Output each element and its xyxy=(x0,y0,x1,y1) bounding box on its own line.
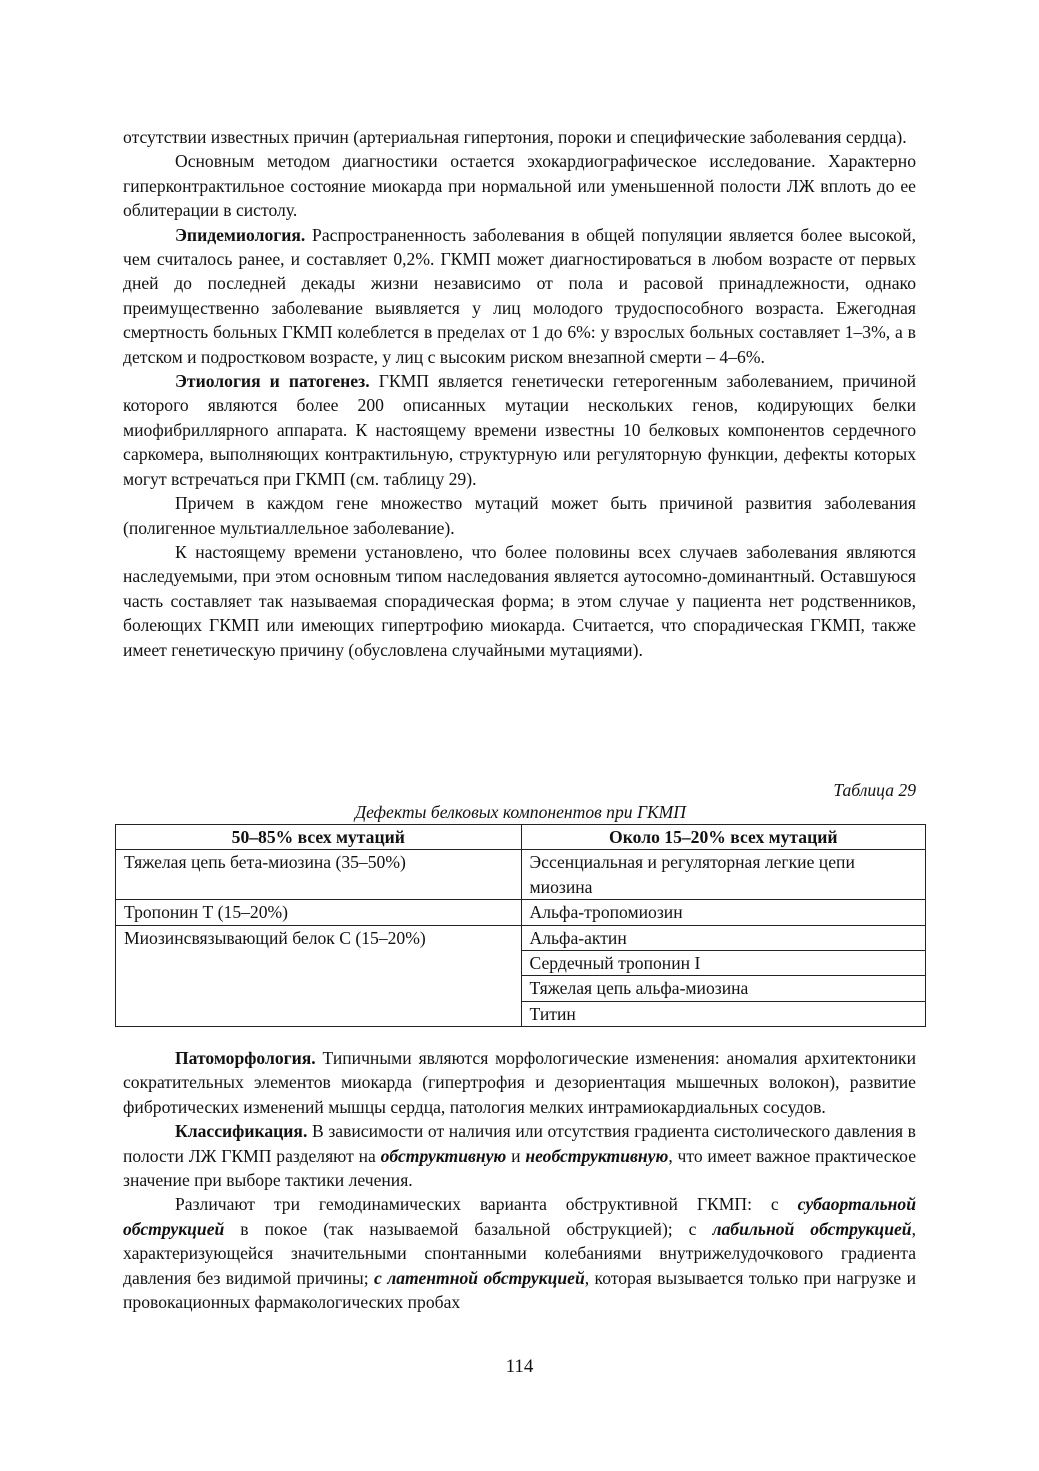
term-subaortic: субаортальной обструкцией xyxy=(123,1194,916,1239)
table-cell-right: Сердечный тропонин I xyxy=(521,951,925,976)
table-row xyxy=(116,850,926,900)
table-cell-left: Тропонин Т (15–20%) xyxy=(116,900,522,925)
variants-text: , характеризующейся значительными спонтанными колебаниями внутрижелудочкового градиента давления без видимой причины; xyxy=(123,1218,916,1288)
variants-text: Различают три гемодинамических варианта обструктивной ГКМП: с xyxy=(175,1194,798,1215)
classification-text: В зависимости от наличия или отсутствия градиента систолического давления в полости ЛЖ ГКМП разделяют на xyxy=(123,1121,916,1166)
table-cell-right: Альфа-актин xyxy=(521,925,925,950)
table-header-col2: Около 15–20% всех мутаций xyxy=(521,825,925,850)
term-obstructive: обструктивную xyxy=(380,1145,507,1166)
variants-text: в покое (так называемой базальной обструкцией); с xyxy=(224,1218,713,1239)
heading-epidemiology: Эпидемиология. xyxy=(175,224,306,245)
heading-etiology: Этиология и патогенез. xyxy=(175,371,370,392)
defects-table xyxy=(115,824,926,1027)
table-cell-right: Альфа-тропомиозин xyxy=(521,900,925,925)
table-header-row xyxy=(116,825,926,850)
etiology-text: ГКМП является генетически гетерогенным заболеванием, причиной которого являются более 200 описанных мутации нескольких генов, кодирующих белки миофибриллярного аппарата. К настоящему времени известны 10 белковых компонентов сердечного саркомера, выполняющих контрактильную, структурную или регуляторную функции, дефекты которых могут встречаться при ГКМП (см. таблицу 29). xyxy=(123,371,916,489)
paragraph-inheritance: К настоящему времени установлено, что более половины всех случаев заболевания являются наследуемыми, при этом основным типом наследования является аутосомно-доминантный. Оставшуюся часть составляет так называемая спорадическая форма; в этом случае у пациента нет родственников, болеющих ГКМП или имеющих гипертрофию миокарда. Считается, что спорадическая ГКМП, также имеет генетическую причину (обусловлена случайными мутациями). xyxy=(123,541,916,660)
table-row xyxy=(116,925,926,950)
paragraph-classification xyxy=(123,1119,916,1192)
heading-classification: Классификация. xyxy=(175,1121,308,1142)
page-number: 114 xyxy=(505,1356,534,1377)
table-header-col1: 50–85% всех мутаций xyxy=(116,825,522,850)
table-label: Таблица 29 xyxy=(833,780,916,800)
paragraph-polygenic: Причем в каждом гене множество мутаций может быть причиной развития заболевания (полигенное мультиаллельное заболевание). xyxy=(123,493,916,538)
paragraph-pathomorphology xyxy=(123,1046,916,1119)
paragraph-epidemiology xyxy=(123,223,916,369)
pathomorphology-text: Типичными являются морфологические изменения: аномалия архитектоники сократительных элементов миокарда (гипертрофия и дезориентация мышечных волокон), развитие фибротических изменений мышцы сердца, патология мелких интрамиокардиальных сосудов. xyxy=(123,1048,916,1117)
variants-text: , которая вызывается только при нагрузке и провокационных фармакологических пробах xyxy=(123,1267,916,1313)
term-nonobstructive: необструктивную xyxy=(525,1145,669,1166)
paragraph-variants xyxy=(123,1192,916,1314)
paragraph-diagnostics: Основным методом диагностики остается эхокардиографическое исследование. Характерно гиперконтрактильное состояние миокарда при нормальной или уменьшенной полости ЛЖ вплоть до ее облитерации в систолу. xyxy=(123,151,916,221)
term-latent: с латентной обструкцией xyxy=(374,1267,585,1288)
table-cell-right: Титин xyxy=(521,1001,925,1026)
term-labile: лабильной обструкцией xyxy=(712,1218,912,1239)
paragraph-etiology xyxy=(123,369,916,491)
table-row xyxy=(116,900,926,925)
table-cell-left: Миозинсвязывающий белок С (15–20%) xyxy=(116,925,522,1027)
paragraph-1: отсутствии известных причин (артериальная гипертония, пороки и специфические заболевания сердца). xyxy=(123,127,907,147)
text-block-bottom xyxy=(123,1046,916,1314)
classification-text: и xyxy=(506,1145,526,1166)
epidemiology-text: Распространенность заболевания в общей популяции является более высокой, чем считалось ранее, и составляет 0,2%. ГКМП может диагностироваться в любом возрасте от первых дней до последней декады жизни независимо от пола и расовой принадлежности, однако преимущественно заболевание выявляется у лиц молодого трудоспособного возраста. Ежегодная смертность больных ГКМП колеблется в пределах от 1 до 6%: у взрослых больных составляет 1–3%, а в детском и подростковом возрасте, у лиц с высоким риском внезапной смерти – 4–6%. xyxy=(123,224,916,367)
table-cell-right: Тяжелая цепь альфа-миозина xyxy=(521,976,925,1001)
text-block-top xyxy=(123,125,916,662)
classification-text: , что имеет важное практическое значение при выборе тактики лечения. xyxy=(123,1145,917,1191)
table-cell-left: Тяжелая цепь бета-миозина (35–50%) xyxy=(116,850,522,900)
table-caption: Дефекты белковых компонентов при ГКМП xyxy=(354,802,687,822)
heading-pathomorphology: Патоморфология. xyxy=(175,1048,316,1068)
table-cell-right: Эссенциальная и регуляторная легкие цепи миозина xyxy=(521,850,925,900)
